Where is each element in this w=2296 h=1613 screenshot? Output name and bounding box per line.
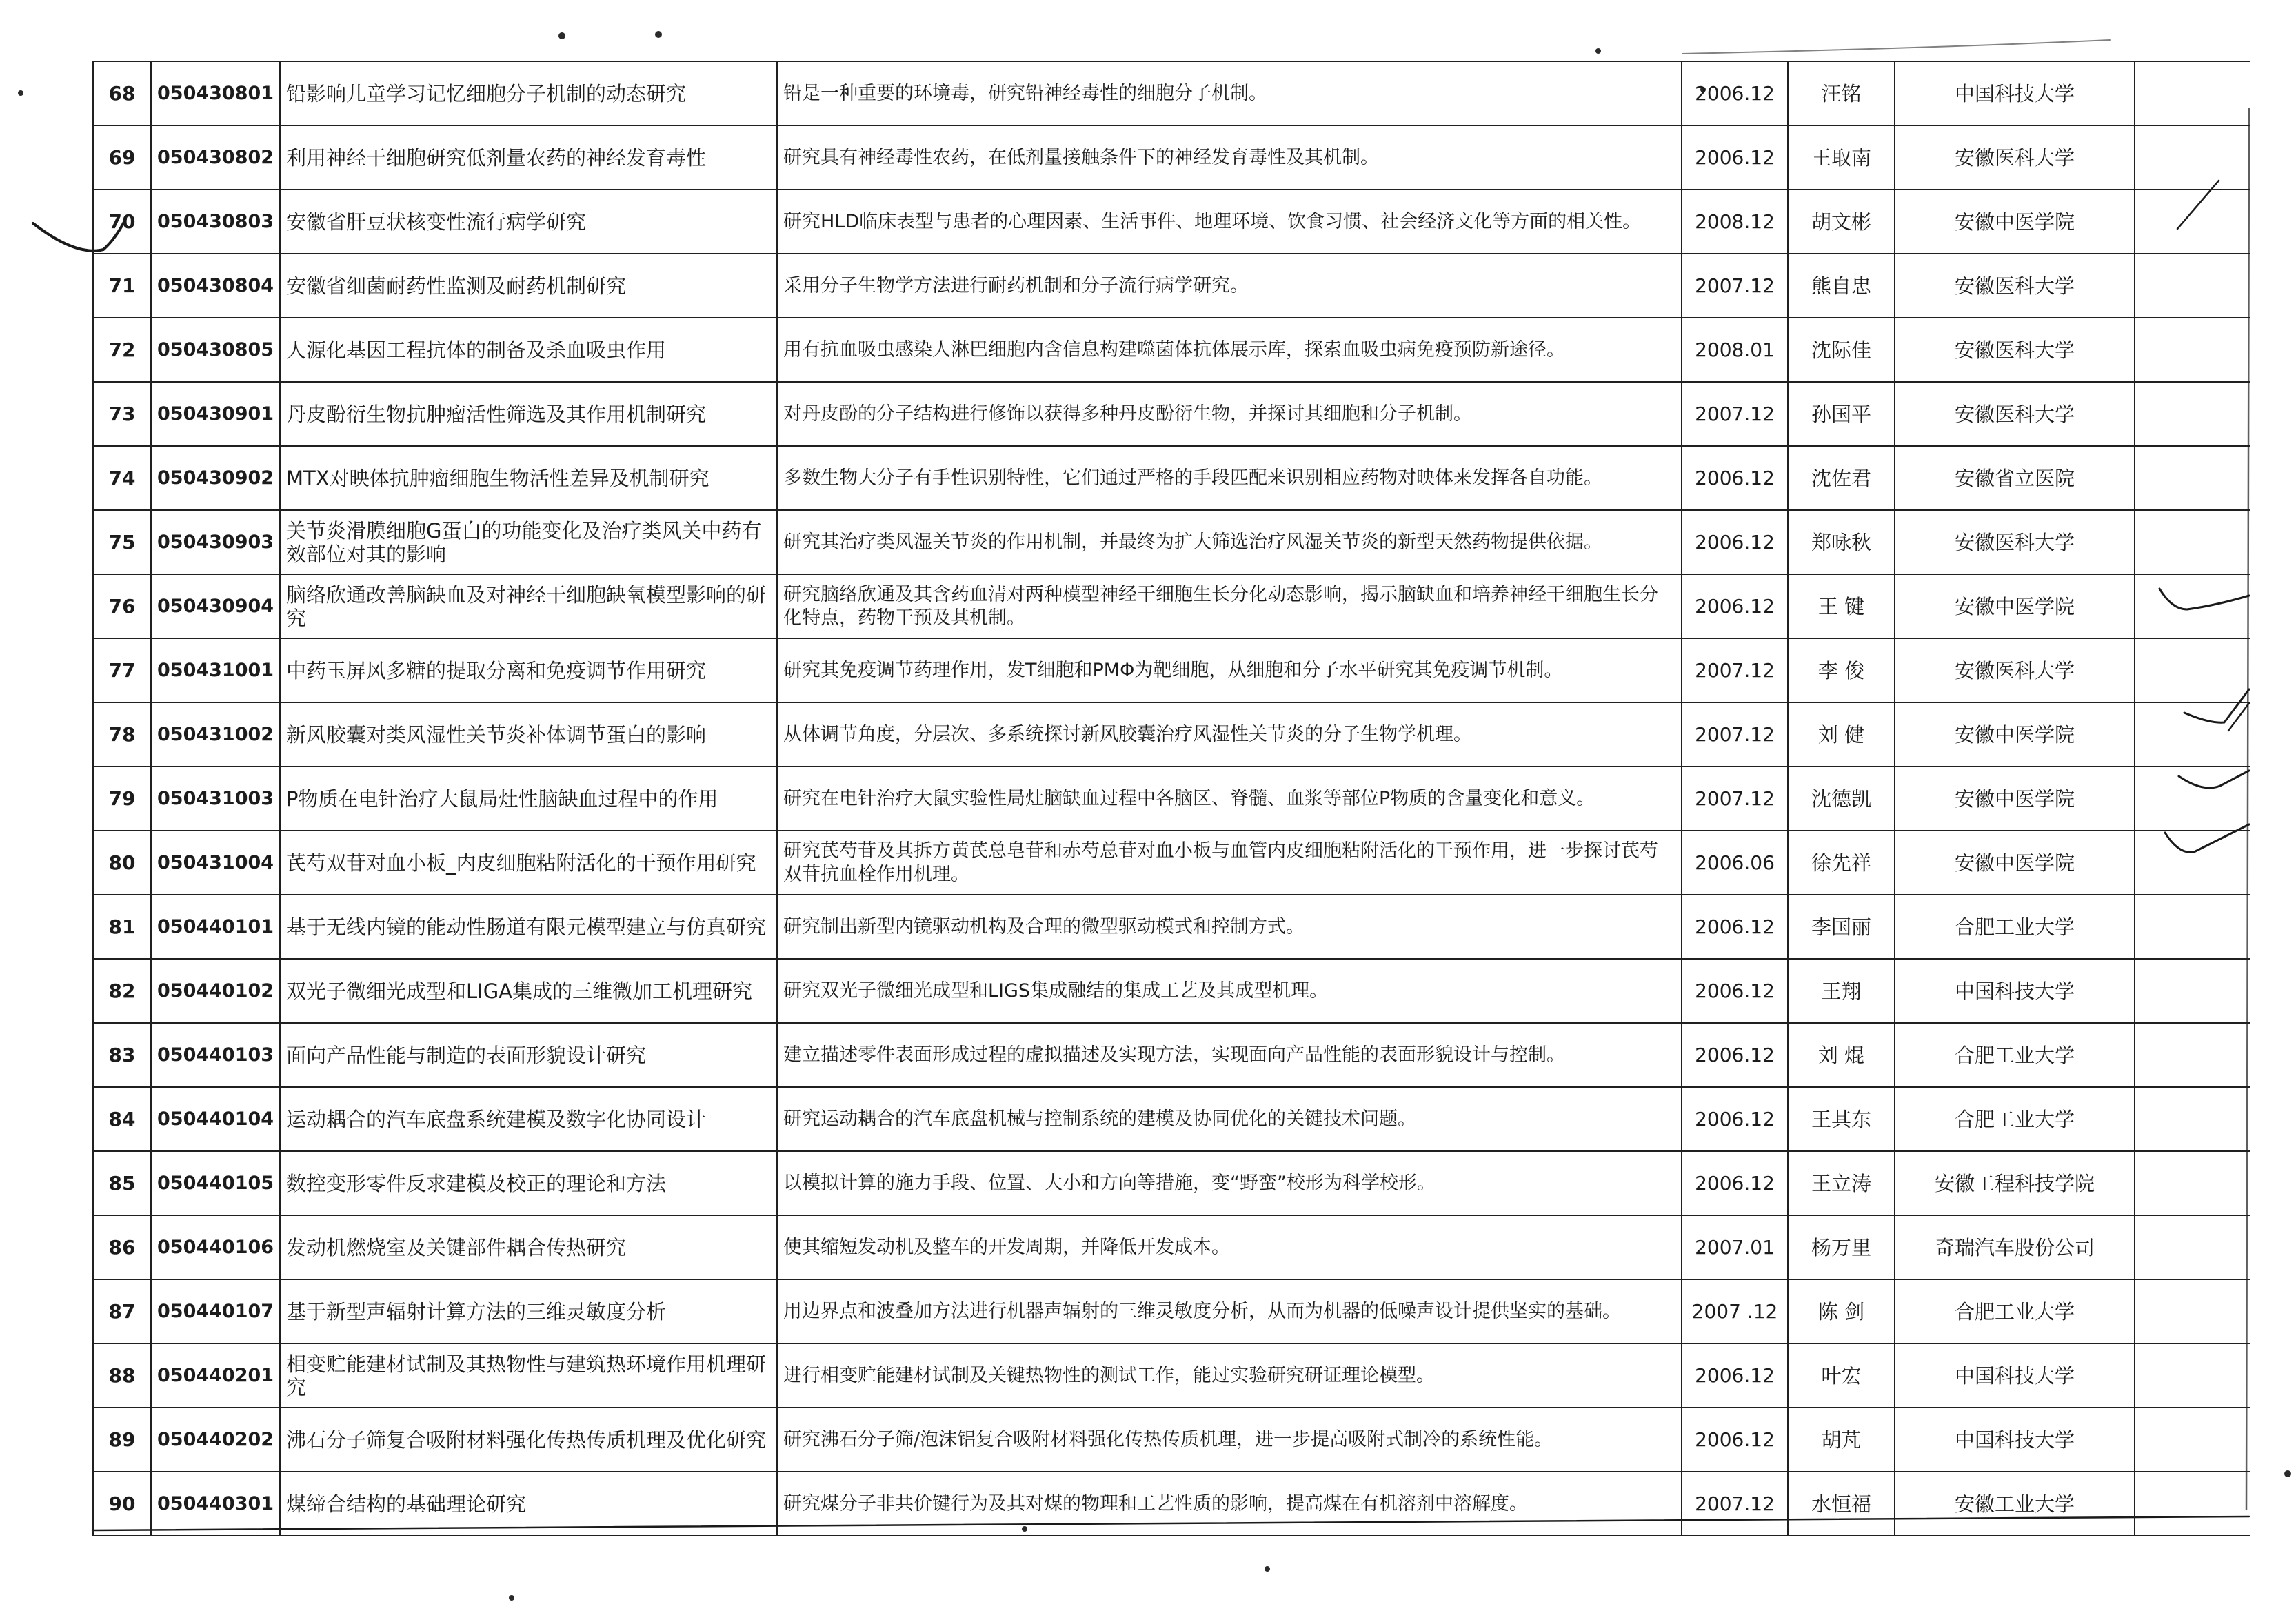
project-description: 研究煤分子非共价键行为及其对煤的物理和工艺性质的影响，提高煤在有机溶剂中溶解度。 [777, 1472, 1682, 1536]
institution: 合肥工业大学 [1895, 895, 2135, 959]
project-title: 相变贮能建材试制及其热物性与建筑热环境作用机理研究 [280, 1343, 777, 1408]
institution: 安徽医科大学 [1895, 125, 2135, 190]
table-row [93, 1472, 2250, 1536]
table-row [93, 638, 2250, 702]
project-description: 研究HLD临床表型与患者的心理因素、生活事件、地理环境、饮食习惯、社会经济文化等方面的相关性。 [777, 190, 1682, 254]
completion-date: 2006.12 [1682, 125, 1788, 190]
project-title: 双光子微细光成型和LIGA集成的三维微加工机理研究 [280, 959, 777, 1023]
table-row [93, 1087, 2250, 1151]
notes-cell [2135, 61, 2250, 125]
completion-date: 2006.12 [1682, 446, 1788, 510]
table-row [93, 831, 2250, 895]
project-code: 050440301 [151, 1472, 280, 1536]
project-title: 基于无线内镜的能动性肠道有限元模型建立与仿真研究 [280, 895, 777, 959]
principal-investigator: 王其东 [1788, 1087, 1895, 1151]
project-description: 多数生物大分子有手性识别特性，它们通过严格的手段匹配来识别相应药物对映体来发挥各自功能。 [777, 446, 1682, 510]
principal-investigator: 沈德凯 [1788, 767, 1895, 831]
project-code: 050431001 [151, 638, 280, 702]
institution: 安徽工程科技学院 [1895, 1151, 2135, 1215]
institution: 中国科技大学 [1895, 61, 2135, 125]
project-title: 丹皮酚衍生物抗肿瘤活性筛选及其作用机制研究 [280, 382, 777, 446]
notes-cell [2135, 510, 2250, 574]
row-number: 70 [93, 190, 151, 254]
row-number: 88 [93, 1343, 151, 1408]
project-description: 研究芪芍苷及其拆方黄芪总皂苷和赤芍总苷对血小板与血管内皮细胞粘附活化的干预作用，进一步探讨芪芍双苷抗血栓作用机理。 [777, 831, 1682, 895]
institution: 安徽医科大学 [1895, 254, 2135, 318]
table-row [93, 1343, 2250, 1408]
project-code: 050431004 [151, 831, 280, 895]
institution: 安徽医科大学 [1895, 382, 2135, 446]
principal-investigator: 王翔 [1788, 959, 1895, 1023]
institution: 奇瑞汽车股份公司 [1895, 1215, 2135, 1279]
completion-date: 2007.12 [1682, 767, 1788, 831]
project-code: 050430803 [151, 190, 280, 254]
records-table [92, 61, 2250, 1536]
project-code: 050440104 [151, 1087, 280, 1151]
institution: 安徽中医学院 [1895, 831, 2135, 895]
notes-cell [2135, 767, 2250, 831]
row-number: 84 [93, 1087, 151, 1151]
completion-date: 2007.01 [1682, 1215, 1788, 1279]
row-number: 89 [93, 1408, 151, 1472]
edge-line-top [1682, 40, 2110, 54]
project-title: 安徽省肝豆状核变性流行病学研究 [280, 190, 777, 254]
principal-investigator: 王立涛 [1788, 1151, 1895, 1215]
notes-cell [2135, 638, 2250, 702]
project-title: 煤缔合结构的基础理论研究 [280, 1472, 777, 1536]
principal-investigator: 杨万里 [1788, 1215, 1895, 1279]
principal-investigator: 胡文彬 [1788, 190, 1895, 254]
row-number: 86 [93, 1215, 151, 1279]
institution: 安徽医科大学 [1895, 510, 2135, 574]
project-description: 研究具有神经毒性农药，在低剂量接触条件下的神经发育毒性及其机制。 [777, 125, 1682, 190]
principal-investigator: 水恒福 [1788, 1472, 1895, 1536]
notes-cell [2135, 125, 2250, 190]
row-number: 74 [93, 446, 151, 510]
project-title: 沸石分子筛复合吸附材料强化传热传质机理及优化研究 [280, 1408, 777, 1472]
table-row [93, 190, 2250, 254]
row-number: 73 [93, 382, 151, 446]
completion-date: 2006.12 [1682, 1023, 1788, 1087]
notes-cell [2135, 446, 2250, 510]
notes-cell [2135, 831, 2250, 895]
principal-investigator: 刘 健 [1788, 702, 1895, 767]
project-description: 用边界点和波叠加方法进行机器声辐射的三维灵敏度分析，从而为机器的低噪声设计提供坚实的基础。 [777, 1279, 1682, 1343]
table-row [93, 382, 2250, 446]
project-title: 数控变形零件反求建模及校正的理论和方法 [280, 1151, 777, 1215]
row-number: 79 [93, 767, 151, 831]
institution: 安徽中医学院 [1895, 702, 2135, 767]
table-row [93, 702, 2250, 767]
project-code: 050431003 [151, 767, 280, 831]
institution: 中国科技大学 [1895, 1343, 2135, 1408]
project-description: 研究制出新型内镜驱动机构及合理的微型驱动模式和控制方式。 [777, 895, 1682, 959]
project-description: 研究沸石分子筛/泡沫铝复合吸附材料强化传热传质机理，进一步提高吸附式制冷的系统性能。 [777, 1408, 1682, 1472]
institution: 安徽中医学院 [1895, 767, 2135, 831]
row-number: 87 [93, 1279, 151, 1343]
row-number: 72 [93, 318, 151, 382]
completion-date: 2006.12 [1682, 574, 1788, 638]
project-description: 研究在电针治疗大鼠实验性局灶脑缺血过程中各脑区、脊髓、血浆等部位P物质的含量变化和意义。 [777, 767, 1682, 831]
principal-investigator: 汪铭 [1788, 61, 1895, 125]
completion-date: 2006.12 [1682, 61, 1788, 125]
notes-cell [2135, 1472, 2250, 1536]
table-row [93, 125, 2250, 190]
row-number: 83 [93, 1023, 151, 1087]
project-code: 050430801 [151, 61, 280, 125]
project-code: 050430902 [151, 446, 280, 510]
completion-date: 2006.12 [1682, 1343, 1788, 1408]
project-title: 脑络欣通改善脑缺血及对神经干细胞缺氧模型影响的研究 [280, 574, 777, 638]
completion-date: 2007.12 [1682, 382, 1788, 446]
table-row [93, 1023, 2250, 1087]
table-row [93, 446, 2250, 510]
notes-cell [2135, 959, 2250, 1023]
row-number: 71 [93, 254, 151, 318]
project-description: 进行相变贮能建材试制及关键热物性的测试工作，能过实验研究研证理论模型。 [777, 1343, 1682, 1408]
notes-cell [2135, 382, 2250, 446]
project-title: MTX对映体抗肿瘤细胞生物活性差异及机制研究 [280, 446, 777, 510]
project-code: 050440106 [151, 1215, 280, 1279]
institution: 安徽中医学院 [1895, 574, 2135, 638]
table-row [93, 1408, 2250, 1472]
row-number: 80 [93, 831, 151, 895]
principal-investigator: 熊自忠 [1788, 254, 1895, 318]
project-description: 研究双光子微细光成型和LIGS集成融结的集成工艺及其成型机理。 [777, 959, 1682, 1023]
project-description: 对丹皮酚的分子结构进行修饰以获得多种丹皮酚衍生物，并探讨其细胞和分子机制。 [777, 382, 1682, 446]
row-number: 82 [93, 959, 151, 1023]
project-title: 人源化基因工程抗体的制备及杀血吸虫作用 [280, 318, 777, 382]
project-description: 使其缩短发动机及整车的开发周期，并降低开发成本。 [777, 1215, 1682, 1279]
notes-cell [2135, 702, 2250, 767]
institution: 安徽医科大学 [1895, 318, 2135, 382]
principal-investigator: 郑咏秋 [1788, 510, 1895, 574]
table-row [93, 254, 2250, 318]
project-title: 关节炎滑膜细胞G蛋白的功能变化及治疗类风关中药有效部位对其的影响 [280, 510, 777, 574]
table-row [93, 767, 2250, 831]
project-code: 050440202 [151, 1408, 280, 1472]
table-row [93, 895, 2250, 959]
project-title: 基于新型声辐射计算方法的三维灵敏度分析 [280, 1279, 777, 1343]
principal-investigator: 王 键 [1788, 574, 1895, 638]
principal-investigator: 沈佐君 [1788, 446, 1895, 510]
institution: 安徽省立医院 [1895, 446, 2135, 510]
project-title: 面向产品性能与制造的表面形貌设计研究 [280, 1023, 777, 1087]
project-description: 研究其治疗类风湿关节炎的作用机制，并最终为扩大筛选治疗风湿关节炎的新型天然药物提供依据。 [777, 510, 1682, 574]
notes-cell [2135, 1215, 2250, 1279]
project-description: 用有抗血吸虫感染人淋巴细胞内含信息构建噬菌体抗体展示库，探索血吸虫病免疫预防新途径。 [777, 318, 1682, 382]
principal-investigator: 孙国平 [1788, 382, 1895, 446]
principal-investigator: 王取南 [1788, 125, 1895, 190]
completion-date: 2007.12 [1682, 702, 1788, 767]
principal-investigator: 陈 剑 [1788, 1279, 1895, 1343]
completion-date: 2007.12 [1682, 638, 1788, 702]
institution: 安徽中医学院 [1895, 190, 2135, 254]
notes-cell [2135, 254, 2250, 318]
principal-investigator: 沈际佳 [1788, 318, 1895, 382]
table-row [93, 318, 2250, 382]
notes-cell [2135, 1087, 2250, 1151]
row-number: 69 [93, 125, 151, 190]
notes-cell [2135, 190, 2250, 254]
project-code: 050440105 [151, 1151, 280, 1215]
records-body [93, 61, 2250, 1536]
table-row [93, 1279, 2250, 1343]
completion-date: 2006.12 [1682, 1087, 1788, 1151]
notes-cell [2135, 1151, 2250, 1215]
table-row [93, 574, 2250, 638]
notes-cell [2135, 1343, 2250, 1408]
completion-date: 2007 .12 [1682, 1279, 1788, 1343]
notes-cell [2135, 1023, 2250, 1087]
project-code: 050430802 [151, 125, 280, 190]
completion-date: 2006.12 [1682, 959, 1788, 1023]
table-row [93, 61, 2250, 125]
row-number: 75 [93, 510, 151, 574]
principal-investigator: 叶宏 [1788, 1343, 1895, 1408]
completion-date: 2006.12 [1682, 895, 1788, 959]
project-title: 发动机燃烧室及关键部件耦合传热研究 [280, 1215, 777, 1279]
notes-cell [2135, 1279, 2250, 1343]
row-number: 90 [93, 1472, 151, 1536]
institution: 中国科技大学 [1895, 959, 2135, 1023]
completion-date: 2006.12 [1682, 1408, 1788, 1472]
institution: 中国科技大学 [1895, 1408, 2135, 1472]
institution: 合肥工业大学 [1895, 1279, 2135, 1343]
notes-cell [2135, 1408, 2250, 1472]
completion-date: 2006.12 [1682, 510, 1788, 574]
project-code: 050430904 [151, 574, 280, 638]
completion-date: 2007.12 [1682, 1472, 1788, 1536]
table-row [93, 1151, 2250, 1215]
row-number: 81 [93, 895, 151, 959]
project-code: 050431002 [151, 702, 280, 767]
project-code: 050440101 [151, 895, 280, 959]
project-description: 研究其免疫调节药理作用，发T细胞和PMΦ为靶细胞，从细胞和分子水平研究其免疫调节机制。 [777, 638, 1682, 702]
project-code: 050430901 [151, 382, 280, 446]
project-title: P物质在电针治疗大鼠局灶性脑缺血过程中的作用 [280, 767, 777, 831]
project-description: 从体调节角度，分层次、多系统探讨新风胶囊治疗风湿性关节炎的分子生物学机理。 [777, 702, 1682, 767]
project-title: 利用神经干细胞研究低剂量农药的神经发育毒性 [280, 125, 777, 190]
completion-date: 2006.06 [1682, 831, 1788, 895]
project-title: 芪芍双苷对血小板_内皮细胞粘附活化的干预作用研究 [280, 831, 777, 895]
completion-date: 2008.01 [1682, 318, 1788, 382]
principal-investigator: 徐先祥 [1788, 831, 1895, 895]
principal-investigator: 李 俊 [1788, 638, 1895, 702]
project-code: 050430903 [151, 510, 280, 574]
project-description: 建立描述零件表面形成过程的虚拟描述及实现方法，实现面向产品性能的表面形貌设计与控制。 [777, 1023, 1682, 1087]
project-title: 铅影响儿童学习记忆细胞分子机制的动态研究 [280, 61, 777, 125]
completion-date: 2007.12 [1682, 254, 1788, 318]
project-code: 050430805 [151, 318, 280, 382]
table-row [93, 959, 2250, 1023]
row-number: 85 [93, 1151, 151, 1215]
principal-investigator: 李国丽 [1788, 895, 1895, 959]
principal-investigator: 胡芃 [1788, 1408, 1895, 1472]
table-row [93, 1215, 2250, 1279]
notes-cell [2135, 895, 2250, 959]
project-code: 050430804 [151, 254, 280, 318]
project-code: 050440201 [151, 1343, 280, 1408]
row-number: 78 [93, 702, 151, 767]
project-title: 运动耦合的汽车底盘系统建模及数字化协同设计 [280, 1087, 777, 1151]
project-code: 050440103 [151, 1023, 280, 1087]
notes-cell [2135, 318, 2250, 382]
project-title: 新风胶囊对类风湿性关节炎补体调节蛋白的影响 [280, 702, 777, 767]
table-row [93, 510, 2250, 574]
completion-date: 2006.12 [1682, 1151, 1788, 1215]
project-description: 研究脑络欣通及其含药血清对两种模型神经干细胞生长分化动态影响，揭示脑缺血和培养神经干细胞生长分化特点，药物干预及其机制。 [777, 574, 1682, 638]
project-title: 中药玉屏风多糖的提取分离和免疫调节作用研究 [280, 638, 777, 702]
institution: 安徽医科大学 [1895, 638, 2135, 702]
notes-cell [2135, 574, 2250, 638]
project-code: 050440107 [151, 1279, 280, 1343]
principal-investigator: 刘 焜 [1788, 1023, 1895, 1087]
row-number: 77 [93, 638, 151, 702]
institution: 安徽工业大学 [1895, 1472, 2135, 1536]
project-description: 铅是一种重要的环境毒，研究铅神经毒性的细胞分子机制。 [777, 61, 1682, 125]
row-number: 76 [93, 574, 151, 638]
project-description: 采用分子生物学方法进行耐药机制和分子流行病学研究。 [777, 254, 1682, 318]
project-title: 安徽省细菌耐药性监测及耐药机制研究 [280, 254, 777, 318]
project-description: 研究运动耦合的汽车底盘机械与控制系统的建模及协同优化的关键技术问题。 [777, 1087, 1682, 1151]
institution: 合肥工业大学 [1895, 1087, 2135, 1151]
institution: 合肥工业大学 [1895, 1023, 2135, 1087]
row-number: 68 [93, 61, 151, 125]
completion-date: 2008.12 [1682, 190, 1788, 254]
project-code: 050440102 [151, 959, 280, 1023]
project-description: 以模拟计算的施力手段、位置、大小和方向等措施，变“野蛮”校形为科学校形。 [777, 1151, 1682, 1215]
